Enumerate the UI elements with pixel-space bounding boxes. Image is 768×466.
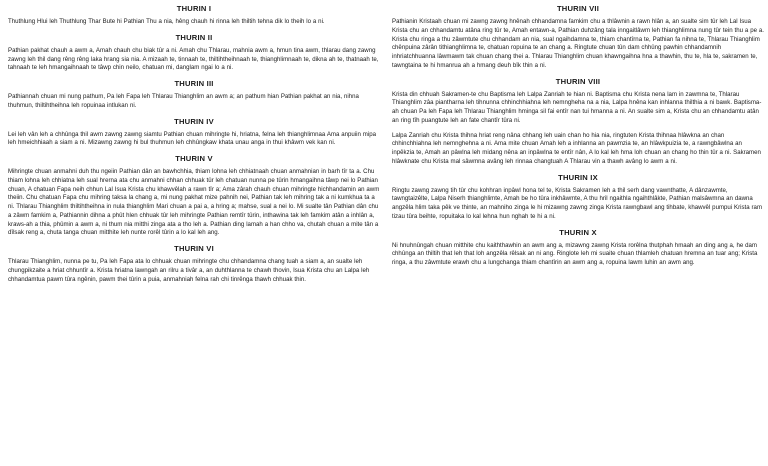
article-section [392,228,764,268]
article-section [392,77,764,167]
article-paragraph: Pathianin Kristaah chuan mi zawng zawng hnênah chhandamna famkim chu a thlâwnin a rawn hlân a, an sualte sim tûr leh Lal Isua Krista chu an chhandamtu atâna ring tûr te, Amah entawn-a, Pathian duhzâng tala inngaitlâwm leh thianghlimna nung tûr tein thu a pe a. Krista chu ringa a thu zâwmtute chu chhandam an nia, sual ngaihdamna te, thiam chantîrna te, Pathian fa nihna te, Thlarau Thianghlim chênpuina zârân tithianghlimna te, chatuan ropuina te an chang a. Ringtute chuan tûn dam chhûng pawhin chhandamnih inhriatchhuanna lâwmawm tak chuan chang thei a. Thlarau Thianghlim chuan khawngaihna hna a thawhin, thu te, hla te, sakramen te, tawngtaina te hi hmanrua ah a hmang deuh bîk thin a ni. [392,18,764,69]
article-paragraph: Thlarau Thianghlim, nunna pe tu, Pa leh Fapa ata lo chhuak chuan mihringte chu chhandamna chang tuah a siam a, an sualte leh chungpikzaite a hriat chhuntîr a. Krista hriatna lawngah an rilru a tivâr a, an duhthlanna te chawh thovin, Isua Krista chu an Lalpa leh chhandamtua pawm tûra ngênin, pawm thei tûrin a puia, anmahniah felna rah chi tinrênga thawh chhuak thin. [8,258,370,283]
article-section [8,117,380,149]
left-column [8,4,380,290]
article-heading: THURIN VIII [555,76,601,86]
article-section [8,79,380,111]
article-paragraph: Thuthlung Hlui leh Thuthlung Thar Bute hi Pathian Thu a nia, hêng chauh hi rinna leh thiltih tehna dik lo theih lo a ni. [8,18,325,25]
article-section [8,33,380,73]
article-paragraph: Pathiannah chuan mi nung pathum, Pa leh Fapa leh Thlarau Thianghlim an awm a; an pathum hian Pathian pakhat an nia, nihna thuhmun, thiltihtheihna leh ropuinaa intlukan ni. [8,93,359,109]
article-heading: THURIN I [176,4,212,13]
article-heading: THURIN VI [174,244,214,253]
article-heading: THURIN V [175,154,213,163]
article-paragraph: Pathian pakhat chauh a awm a, Amah chauh chu biak tûr a ni. Amah chu Thlarau, mahnia awm a, hmun tina awm, thlarau dang zawng zawng leh thil dang rêng rêng laka hrang sia nia. A mizaah te, tinnaah te, thiltihtheihnaah te, thianghlimnaah te, dikna ah te, thatnaah te, tahnaah te leh hmangaihnaah te tâwp chin neilo, chatuan mi, danglam ngai lo a ni. [8,46,379,72]
article-section [392,173,764,222]
article-paragraph: Ringtu zawng zawng tih tûr chu kohhran inpâwl hona tel te, Krista Sakramen leh a thil serh dang vawnthatte, A dânzawmte, tawngtaizêlte, Lalpa Niserh thianghlimte, Amah be ho tûra inkhâwmte, A thu hril ngaithla ngaihthlâkte, Pathian malsâwmna an dawna angzêla hlim taka pêk ve thinte, an mahniho zinga le hi mizawng zawng zinga Krista rawngbawl ang tihbate, khawvêl pumpui Krista ram tizau tûra beihte, ropuitaka lo kal lehna hun nghah te hi a ni. [392,186,763,220]
article-heading: THURIN IV [174,116,214,126]
article-paragraph: Lalpa Zanriah chu Krista thihna hriat reng nâna chhang leh uain chan ho hia nia, ringtuten Krista thihnaa hlâwkna an chan chhinchhiahna leh nemnghehna a ni. Ama mite chuan Amah leh a inhlanna an pawmzia te, an hlâwkpuizia te, a rawngbâwlna an inpêkzia te, Amah an pâwlna leh midang nêna an inpâwlna te entîr nân, A lo kal leh hma loh chuan an chang ho thin tûr a ni. Sakramen hlâwknate chu Krista mal sâwmna avâng leh rinnaa changtuah A Thlarau vin a thawh avâng lo awm a ni. [392,131,761,165]
article-section [392,4,764,71]
article-heading: THURIN X [559,227,597,237]
article-section [8,244,380,284]
article-heading: THURIN II [175,32,213,42]
article-heading: THURIN IX [558,172,598,182]
right-column [392,4,764,274]
article-heading: THURIN III [174,79,214,88]
article-heading: THURIN VII [556,4,600,13]
article-paragraph: Ni hnuhnûngah chuan mitthite chu kaiththawhin an awm ang a, mizawng zawng Krista rorêlna thutphah hmaah an ding ang a, he dam chhûnga an thiltih that leh that loh angzêla rêlsak an ni ang. Ringlote leh mi suaite chuan thlamleh chatuan hremna an tuar ang; Krista ringa, a thu zâwmtute erawh chu a lungchanga thiam chantîrin an awm ang a, ropuina lawm luhin an awm ang. [392,241,758,266]
article-paragraph: Krista din chhuah Sakramen-te chu Baptisma leh Lalpa Zanriah te hian ni. Baptisma chu Krista nena lam in zawmna te, Thlarau Thianghlim zâa piantharna leh tihnunna chhinchhiahna leh nemngheha na a nia, Lalpa hnêna kan inhlanna thilthia a ni bawk. Baptisma-ah chuan Pa leh Fapa leh Thlarau Thianghlim hminga sil fai entîr nan tui hmanna a ni. An sualte sim a, Krista chu an chhandamtu atân an ring tîh puangtute leh an fate chantîr tûra ni. [392,90,762,124]
article-paragraph: Mihringte chuan anmahni duh thu ngeiin Pathian dân an bawhchhia, thiam lohna leh chhiatnaah chuan anmahnian in barh tîr ta a. Chu thiam lohna leh chhiatna leh sual hrerna ata chu anmahni chhan chhuak tûr leh chatuan nunna pe tûrin hmangaihna tâwp nei lo Pathian chuan, A chatuan Fapa neih chhun Lal Isua Krista chu khawvêlah a rawn tîr a; Ama zârah chauh chuan mihringte hichhandamin an awm theiin. Chu chatuan Fapa chu mihring taksa la chang a, mi nung pakhat mize pahnih nei, Pathian tak leh mihring tak a ni kumkhua ta a ni. Thlarau Thianghlim thiltihtheihna in nula thianghlim Mari chuan a pai a, a hring a; mahse, sual a nei lo. Mi sualte tân Pathian dân chu a zâwm famkim a, Pathiannin dihna a phût hlen chhuak tûr leh mihringte Pathian remtîr tûrin, inthawina tak leh famkim atân a inhlân a, kraws-ah a thia, phûmin a awm a, ni thum nia mitthi zinga ata a tho leh a. Pathian ding lamah a han chho va, chutah chuan a mite tân a dîlsak reng a, chuta tanga chuan mitthite leh nunte rorêl tûrin a lo kal leh ang. [8,168,380,237]
article-section [8,4,380,27]
article-paragraph: Lei leh vân leh a chhûnga thil awm zawng zawng siamtu Pathian chuan mihringte hi, hriatna, felna leh thianghlimnaa Ama anpuiin mipa leh hmeichhiaah a siam a ni. Mizawng zawng hi bul thuhmun leh chhûngkaw khata unau anga in thui khâwm vek kan ni. [8,130,377,147]
article-section [8,154,380,238]
